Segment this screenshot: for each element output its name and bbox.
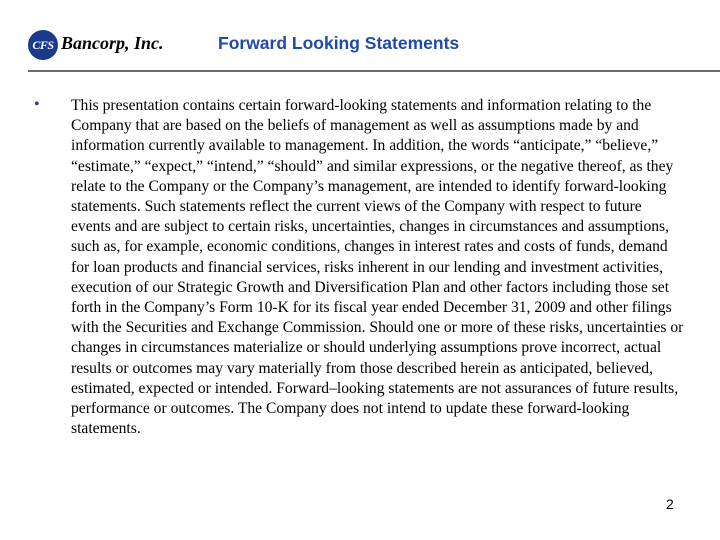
bullet-item [34, 96, 684, 439]
header-divider [28, 70, 720, 72]
slide-header [0, 0, 720, 80]
page-number: 2 [666, 496, 674, 512]
disclaimer-paragraph: This presentation contains certain forward-looking statements and information relating to the Company that are based on the beliefs of management as well as assumptions made by and information currently available to management. In addition, the words “anticipate,” “believe,” “estimate,” “expect,” “intend,” “should” and similar expressions, or the negative thereof, as they relate to the Company or the Company’s management, are intended to identify forward-looking statements. Such statements reflect the current views of the Company with respect to future events and are subject to certain risks, uncertainties, changes in circumstances and assumptions, such as, for example, economic conditions, changes in interest rates and costs of funds, demand for loan products and financial services, risks inherent in our lending and investment activities, execution of our Strategic Growth and Diversification Plan and other factors including those set forth in the Company’s Form 10-K for its fiscal year ended December 31, 2009 and other filings with the Securities and Exchange Commission. Should one or more of these risks, uncertainties or changes in circumstances materialize or should underlying assumptions prove incorrect, actual results or outcomes may vary materially from those described herein as anticipated, believed, estimated, expected or intended. Forward–looking statements are not assurances of future results, performance or outcomes. The Company does not intend to update these forward-looking statements. [71, 97, 684, 438]
slide-title: Forward Looking Statements [218, 33, 460, 53]
company-name: Bancorp, Inc. [61, 33, 164, 53]
body-bullet-list [34, 96, 684, 439]
bullet-icon: • [34, 96, 40, 113]
logo-text: CFS [32, 37, 54, 52]
cfs-logo [28, 30, 58, 60]
